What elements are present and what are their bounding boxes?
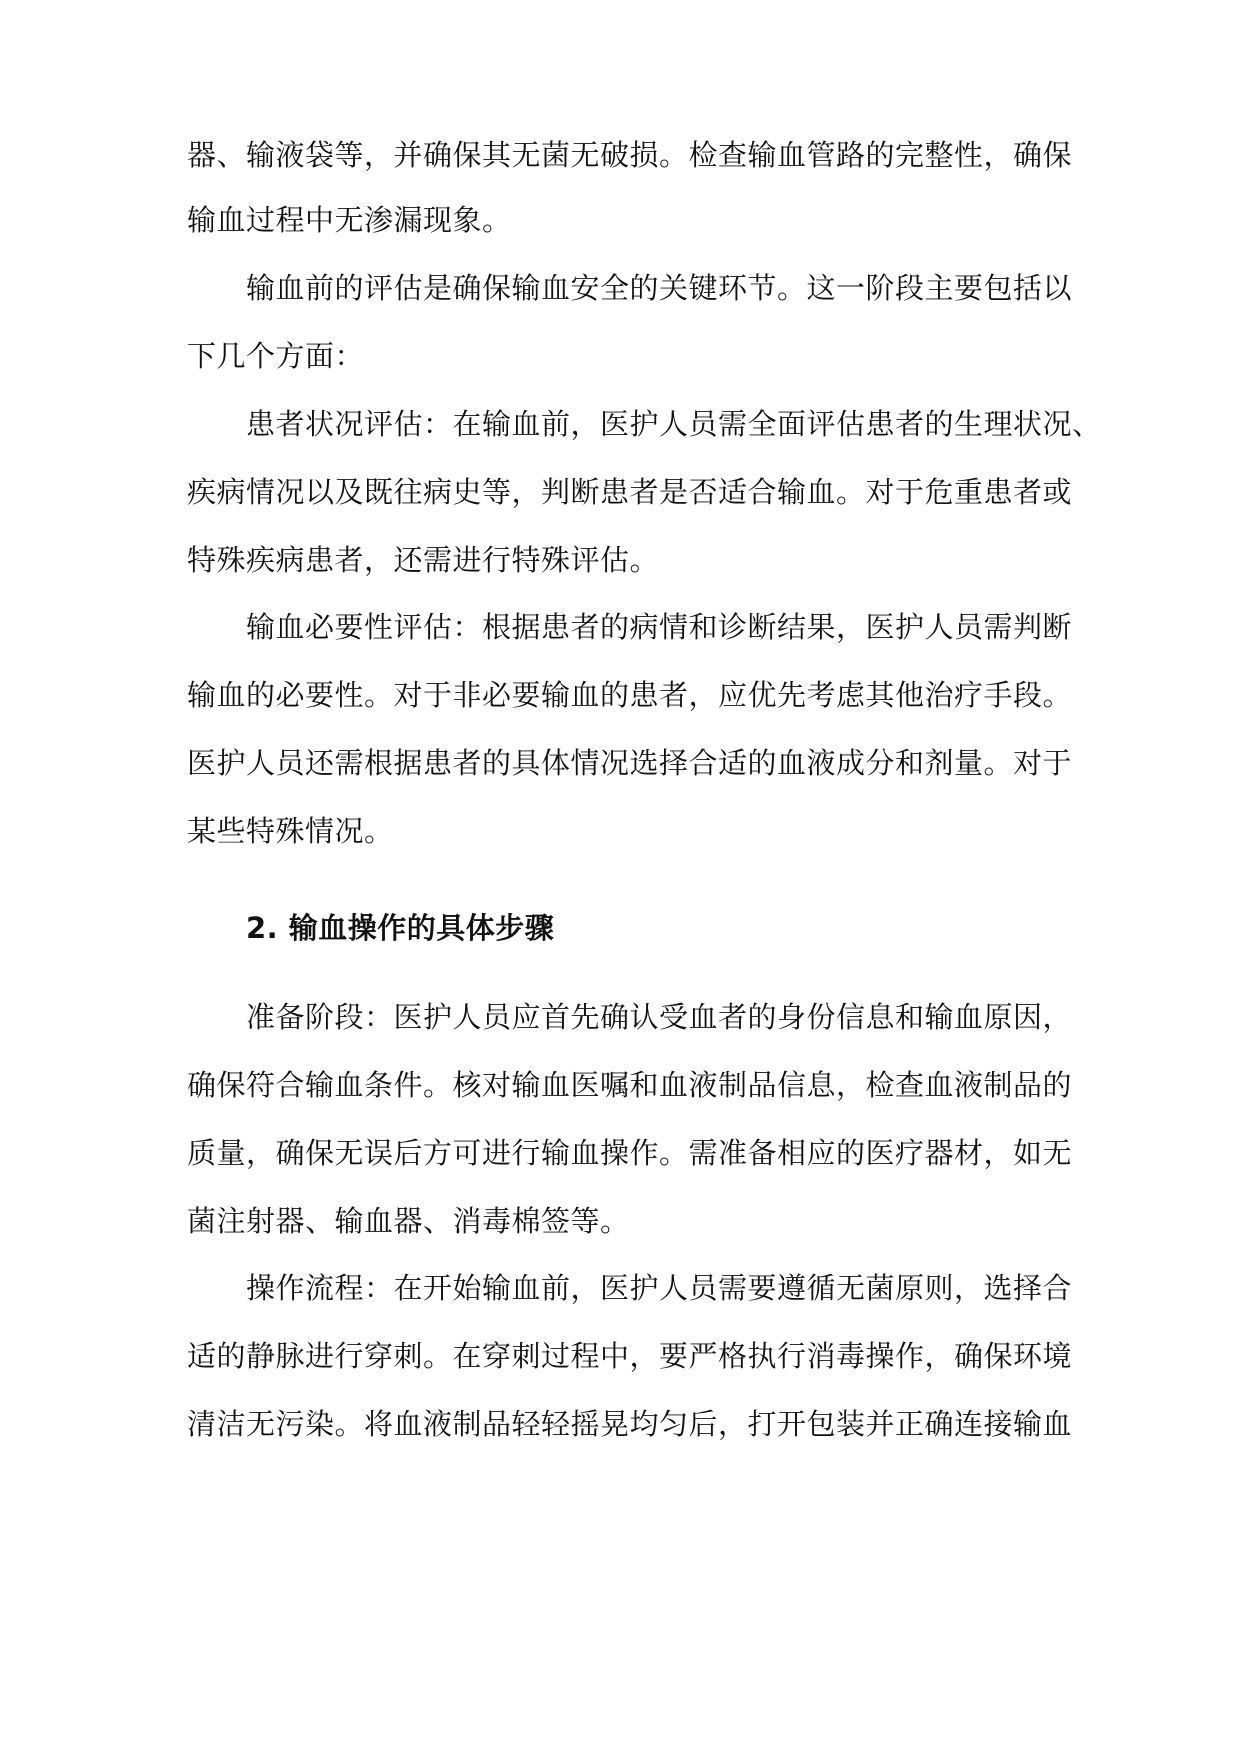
paragraph-5-line-2: 确保符合输血条件。核对输血医嘱和血液制品信息，检查血液制品的 (187, 1068, 1073, 1102)
paragraph-4-line-4: 某些特殊情况。 (187, 814, 394, 848)
paragraph-6-line-3: 清洁无污染。将血液制品轻轻摇晃均匀后，打开包装并正确连接输血 (187, 1407, 1073, 1441)
paragraph-5-line-3: 质量，确保无误后方可进行输血操作。需准备相应的医疗器材，如无 (187, 1136, 1073, 1170)
paragraph-1-line-1: 器、输液袋等，并确保其无菌无破损。检查输血管路的完整性，确保 (187, 138, 1073, 172)
paragraph-3-line-1: 患者状况评估：在输血前，医护人员需全面评估患者的生理状况、 (246, 407, 1102, 441)
section-heading: 2. 输血操作的具体步骤 (246, 911, 555, 945)
paragraph-4-line-3: 医护人员还需根据患者的具体情况选择合适的血液成分和剂量。对于 (187, 746, 1073, 780)
paragraph-4-line-2: 输血的必要性。对于非必要输血的患者，应优先考虑其他治疗手段。 (187, 678, 1073, 712)
paragraph-5-line-4: 菌注射器、输血器、消毒棉签等。 (187, 1204, 630, 1238)
paragraph-2-line-2: 下几个方面： (187, 339, 365, 373)
paragraph-1-line-2: 输血过程中无渗漏现象。 (187, 203, 512, 237)
paragraph-4-line-1: 输血必要性评估：根据患者的病情和诊断结果，医护人员需判断 (246, 610, 1073, 644)
paragraph-6-line-1: 操作流程：在开始输血前，医护人员需要遵循无菌原则，选择合 (246, 1271, 1073, 1305)
paragraph-3-line-2: 疾病情况以及既往病史等，判断患者是否适合输血。对于危重患者或 (187, 475, 1073, 509)
paragraph-5-line-1: 准备阶段：医护人员应首先确认受血者的身份信息和输血原因， (246, 1000, 1073, 1034)
paragraph-6-line-2: 适的静脉进行穿刺。在穿刺过程中，要严格执行消毒操作，确保环境 (187, 1339, 1073, 1373)
paragraph-2-line-1: 输血前的评估是确保输血安全的关键环节。这一阶段主要包括以 (246, 271, 1073, 305)
paragraph-3-line-3: 特殊疾病患者，还需进行特殊评估。 (187, 543, 660, 577)
